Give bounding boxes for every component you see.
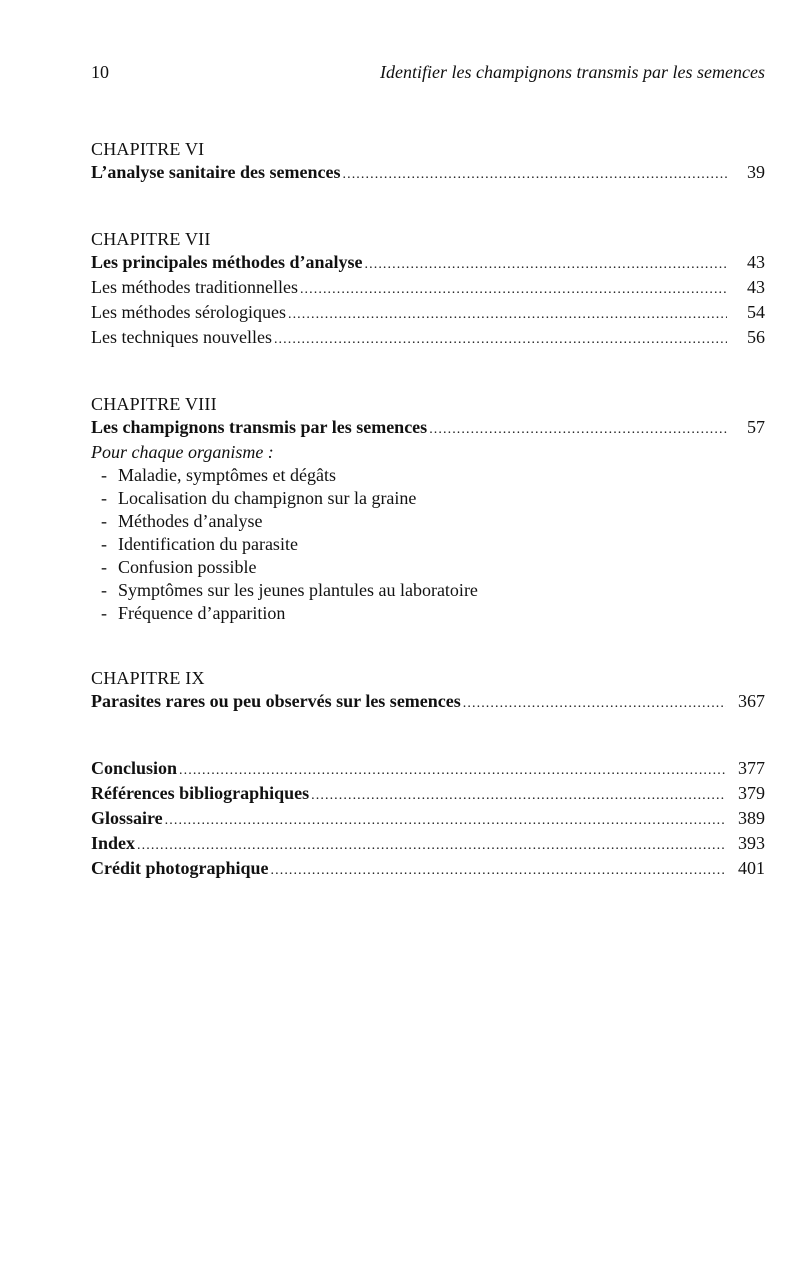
- toc-entry-references: [91, 782, 765, 807]
- toc-entry-page: 377: [738, 758, 765, 778]
- toc-entry-title: Conclusion: [91, 758, 178, 778]
- dot-leader: [365, 253, 727, 276]
- dot-leader: [343, 163, 728, 186]
- toc-entry: [91, 161, 765, 186]
- dot-leader: [271, 859, 726, 882]
- dot-leader: [288, 303, 727, 326]
- list-item-text: Confusion possible: [118, 557, 257, 577]
- organism-note: Pour chaque organisme :: [91, 442, 274, 462]
- toc-entry-photo-credits: [91, 857, 765, 882]
- toc-entry: [91, 416, 765, 441]
- toc-entry-page: 401: [738, 858, 765, 878]
- toc-entry-title: Crédit photographique: [91, 858, 269, 878]
- toc-entry-glossary: [91, 807, 765, 832]
- toc-entry-page: 57: [747, 417, 765, 437]
- toc-entry-title: Parasites rares ou peu observés sur les semences: [91, 691, 461, 711]
- dot-leader: [137, 834, 726, 857]
- dot-leader: [165, 809, 726, 832]
- dot-leader: [300, 278, 727, 301]
- toc-entry-index: [91, 832, 765, 857]
- toc-entry-page: 39: [747, 162, 765, 182]
- dot-leader: [274, 328, 727, 351]
- list-item: - Symptômes sur les jeunes plantules au laboratoire: [101, 580, 478, 600]
- dot-leader: [463, 692, 726, 715]
- list-item: - Méthodes d’analyse: [101, 511, 263, 531]
- back-matter: [91, 757, 765, 882]
- list-item-text: Fréquence d’apparition: [118, 603, 286, 623]
- chapter-ix: [91, 667, 765, 715]
- toc-entry-conclusion: [91, 757, 765, 782]
- dot-leader: [179, 759, 726, 782]
- chapter-vii: [91, 228, 765, 351]
- toc-entry: [91, 690, 765, 715]
- toc-entry-title: Les méthodes traditionnelles: [91, 277, 298, 297]
- list-item: - Fréquence d’apparition: [101, 603, 286, 623]
- list-item: - Localisation du champignon sur la graine: [101, 488, 417, 508]
- list-item-text: Maladie, symptômes et dégâts: [118, 465, 336, 485]
- toc-entry: [91, 301, 765, 326]
- chapter-label: CHAPITRE VI: [91, 139, 205, 159]
- toc-entry-title: Index: [91, 833, 136, 853]
- toc-entry: [91, 276, 765, 301]
- organism-topics-list: [91, 464, 765, 625]
- list-item-text: Localisation du champignon sur la graine: [118, 488, 417, 508]
- toc-entry-title: L’analyse sanitaire des semences: [91, 162, 341, 182]
- list-item-text: Méthodes d’analyse: [118, 511, 263, 531]
- toc-entry-page: 54: [747, 302, 765, 322]
- toc-entry-page: 393: [738, 833, 765, 853]
- chapter-label: CHAPITRE VII: [91, 229, 211, 249]
- chapter-viii: [91, 393, 765, 625]
- toc-entry-page: 56: [747, 327, 765, 347]
- toc-entry-title: Les principales méthodes d’analyse: [91, 252, 363, 272]
- list-item: - Maladie, symptômes et dégâts: [101, 465, 336, 485]
- chapter-vi: [91, 138, 765, 186]
- toc-entry-title: Les méthodes sérologiques: [91, 302, 286, 322]
- chapter-label: CHAPITRE IX: [91, 668, 205, 688]
- toc-page: [91, 62, 765, 882]
- dot-leader: [311, 784, 726, 807]
- toc-entry-title: Les champignons transmis par les semences: [91, 417, 428, 437]
- toc-entry-title: Les techniques nouvelles: [91, 327, 272, 347]
- page-number: 10: [91, 62, 109, 82]
- list-item-text: Identification du parasite: [118, 534, 298, 554]
- list-item: - Identification du parasite: [101, 534, 298, 554]
- toc-entry-page: 379: [738, 783, 765, 803]
- toc-entry-page: 43: [747, 252, 765, 272]
- list-item: - Confusion possible: [101, 557, 257, 577]
- dot-leader: [429, 418, 727, 441]
- toc-entry-title: Glossaire: [91, 808, 163, 828]
- toc-entry: [91, 326, 765, 351]
- toc-entry-page: 389: [738, 808, 765, 828]
- chapter-label: CHAPITRE VIII: [91, 394, 217, 414]
- toc-entry-page: 367: [738, 691, 765, 711]
- running-head: [91, 62, 765, 90]
- list-item-text: Symptômes sur les jeunes plantules au laboratoire: [118, 580, 478, 600]
- running-title: Identifier les champignons transmis par les semences: [380, 62, 765, 82]
- toc-entry-title: Références bibliographiques: [91, 783, 310, 803]
- toc-entry-page: 43: [747, 277, 765, 297]
- toc-entry: [91, 251, 765, 276]
